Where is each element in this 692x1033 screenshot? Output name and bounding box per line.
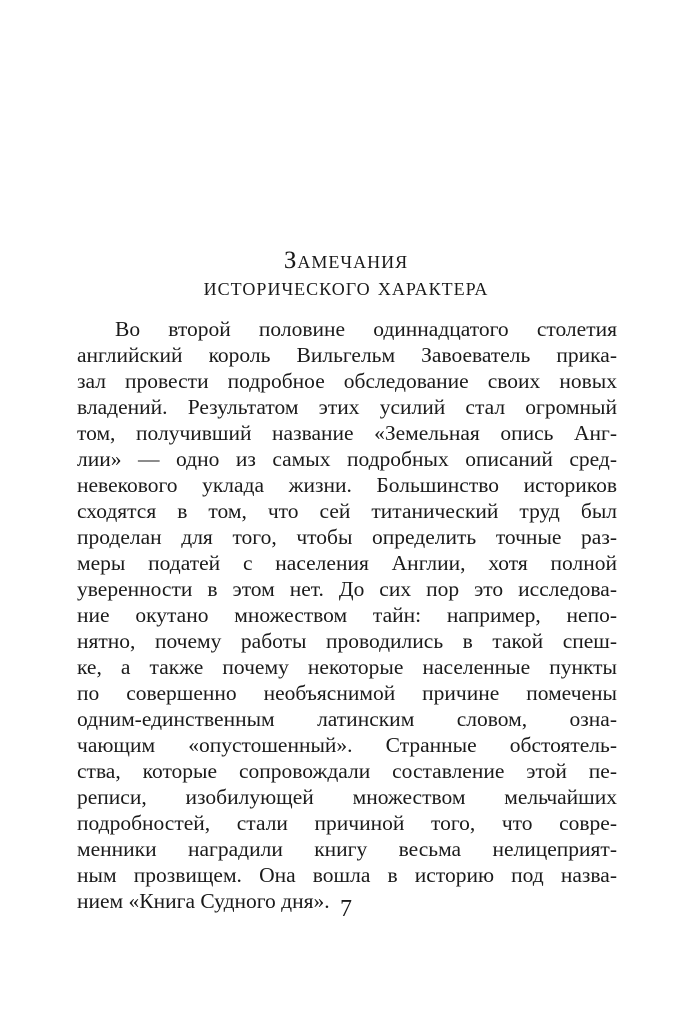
paragraph-line: английский король Вильгельм Завоеватель прика- xyxy=(77,343,617,367)
chapter-heading-line-1: Замечания xyxy=(283,247,409,274)
paragraph-line: уверенности в этом нет. До сих пор это исследова- xyxy=(77,577,617,601)
paragraph-line: подробностей, стали причиной того, что совре- xyxy=(77,811,617,835)
paragraph-line: ние окутано множеством тайн: например, непо- xyxy=(77,603,617,627)
paragraph-line: невекового уклада жизни. Большинство историков xyxy=(77,473,617,497)
paragraph-line: владений. Результатом этих усилий стал огромный xyxy=(77,395,617,419)
paragraph-line: нятно, почему работы проводились в такой спеш- xyxy=(77,629,617,653)
paragraph-line: зал провести подробное обследование своих новых xyxy=(77,369,617,393)
paragraph-line: том, получивший название «Земельная опись Анг- xyxy=(77,421,617,445)
paragraph-line: нием «Книга Судного дня». xyxy=(77,889,330,913)
paragraph-line: ке, а также почему некоторые населенные пункты xyxy=(77,655,617,679)
paragraph-line: лии» — одно из самых подробных описаний сред- xyxy=(77,447,617,471)
chapter-heading-line-2: исторического характера xyxy=(203,274,489,301)
paragraph-line: сходятся в том, что сей титанический труд был xyxy=(77,499,617,523)
paragraph-line: Во второй половине одиннадцатого столетия xyxy=(115,317,617,341)
paragraph-line: одним-единственным латинским словом, озна- xyxy=(77,707,617,731)
paragraph-line: меры податей с населения Англии, хотя полной xyxy=(77,551,617,575)
paragraph-line: реписи, изобилующей множеством мельчайших xyxy=(77,785,617,809)
paragraph-line: проделан для того, чтобы определить точные раз- xyxy=(77,525,617,549)
page-number: 7 xyxy=(340,896,352,922)
paragraph-line: чающим «опустошенный». Странные обстоятель- xyxy=(77,733,617,757)
paragraph-line: по совершенно необъяснимой причине помечены xyxy=(77,681,617,705)
paragraph-line: ства, которые сопровождали составление этой пе- xyxy=(77,759,617,783)
paragraph-line: менники наградили книгу весьма нелицеприят- xyxy=(77,837,617,861)
paragraph-line: ным прозвищем. Она вошла в историю под назва- xyxy=(77,863,617,887)
